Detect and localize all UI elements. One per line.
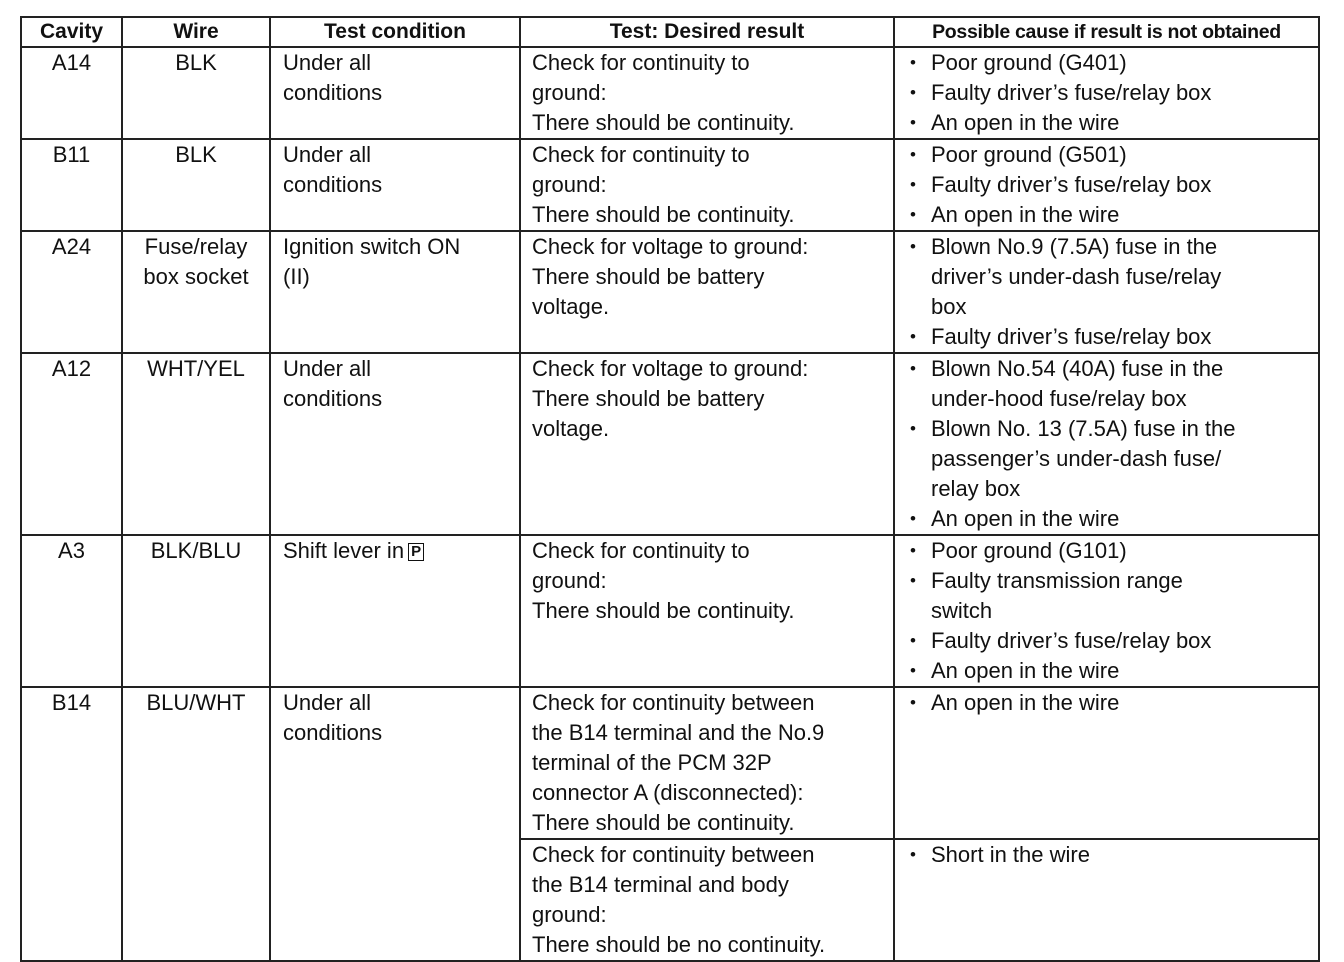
cause-list bbox=[907, 140, 1312, 230]
cavity-cell: B11 bbox=[21, 139, 122, 231]
cause-cell bbox=[894, 139, 1319, 231]
result-cell bbox=[520, 839, 894, 961]
result-line: Check for voltage to ground: bbox=[532, 356, 809, 381]
result-line: ground: bbox=[532, 568, 607, 593]
troubleshooting-table bbox=[20, 16, 1320, 962]
condition-line: Under all bbox=[283, 50, 372, 75]
cause-item bbox=[907, 354, 1312, 414]
cause-item bbox=[907, 656, 1312, 686]
header-row bbox=[21, 17, 1319, 47]
condition-cell bbox=[270, 47, 520, 139]
cause-line: • An open in the wire bbox=[931, 506, 1120, 531]
condition-cell bbox=[270, 231, 520, 353]
condition-line: Under all bbox=[283, 356, 372, 381]
wire-cell: BLK/BLU bbox=[122, 535, 270, 687]
cause-line: • Faulty driver’s fuse/relay box bbox=[931, 324, 1212, 349]
cause-item bbox=[907, 322, 1312, 352]
wire-line: Fuse/relay bbox=[144, 234, 248, 259]
wire-cell: BLK bbox=[122, 139, 270, 231]
cause-line: • Blown No.9 (7.5A) fuse in the bbox=[931, 234, 1218, 259]
header-desired-result: Test: Desired result bbox=[520, 17, 894, 47]
condition-line: conditions bbox=[283, 720, 383, 745]
result-cell bbox=[520, 47, 894, 139]
condition-text: Shift lever in bbox=[283, 538, 405, 563]
cavity-cell: B14 bbox=[21, 687, 122, 961]
header-test-condition: Test condition bbox=[270, 17, 520, 47]
cause-cell bbox=[894, 353, 1319, 535]
result-cell bbox=[520, 687, 894, 839]
cause-line: • Faulty driver’s fuse/relay box bbox=[931, 628, 1212, 653]
table-row bbox=[21, 353, 1319, 535]
cause-list bbox=[907, 688, 1312, 718]
cause-line: • Faulty transmission range bbox=[931, 568, 1183, 593]
condition-cell bbox=[270, 687, 520, 961]
header-possible-cause: Possible cause if result is not obtained bbox=[894, 17, 1319, 47]
cause-item: • Faulty driver’s fuse/relay box bbox=[907, 78, 1312, 108]
result-line: There should be continuity. bbox=[532, 598, 795, 623]
cause-line: under-hood fuse/relay box bbox=[931, 386, 1187, 411]
cause-item: • Poor ground (G401) bbox=[907, 48, 1312, 78]
cause-item bbox=[907, 536, 1312, 566]
cause-item: • An open in the wire bbox=[907, 200, 1312, 230]
cause-line: switch bbox=[931, 598, 993, 623]
condition-line: Under all bbox=[283, 142, 372, 167]
cause-item bbox=[907, 626, 1312, 656]
header-wire: Wire bbox=[122, 17, 270, 47]
condition-line: conditions bbox=[283, 172, 383, 197]
table-row bbox=[21, 231, 1319, 353]
cause-line: passenger’s under-dash fuse/ bbox=[931, 446, 1222, 471]
cause-list bbox=[907, 840, 1312, 870]
result-line: There should be battery bbox=[532, 264, 765, 289]
cause-line: • Blown No. 13 (7.5A) fuse in the bbox=[931, 416, 1236, 441]
result-cell bbox=[520, 139, 894, 231]
park-position-symbol: P bbox=[408, 543, 424, 561]
cause-list bbox=[907, 232, 1312, 352]
condition-line: Under all bbox=[283, 690, 372, 715]
wire-cell bbox=[122, 231, 270, 353]
cause-item bbox=[907, 566, 1312, 626]
cause-item: • Poor ground (G501) bbox=[907, 140, 1312, 170]
condition-line: conditions bbox=[283, 80, 383, 105]
cause-list bbox=[907, 354, 1312, 534]
condition-line: Ignition switch ON bbox=[283, 234, 461, 259]
wire-cell: BLK bbox=[122, 47, 270, 139]
result-line: There should be continuity. bbox=[532, 810, 795, 835]
result-line: the B14 terminal and body bbox=[532, 872, 789, 897]
wire-cell: WHT/YEL bbox=[122, 353, 270, 535]
result-line: There should be continuity. bbox=[532, 110, 795, 135]
result-line: Check for continuity between bbox=[532, 842, 815, 867]
condition-line: (II) bbox=[283, 264, 310, 289]
condition-cell bbox=[270, 353, 520, 535]
cavity-cell: A12 bbox=[21, 353, 122, 535]
result-line: Check for continuity to bbox=[532, 50, 750, 75]
result-line: Check for continuity between bbox=[532, 690, 815, 715]
table-row bbox=[21, 139, 1319, 231]
cause-line: • An open in the wire bbox=[931, 658, 1120, 683]
result-line: voltage. bbox=[532, 294, 610, 319]
cause-item: • Faulty driver’s fuse/relay box bbox=[907, 170, 1312, 200]
table-row bbox=[21, 535, 1319, 687]
result-line: connector A (disconnected): bbox=[532, 780, 804, 805]
cause-cell bbox=[894, 687, 1319, 839]
result-line: voltage. bbox=[532, 416, 610, 441]
table-row bbox=[21, 47, 1319, 139]
header-cavity: Cavity bbox=[21, 17, 122, 47]
condition-cell bbox=[270, 139, 520, 231]
cause-line: • Blown No.54 (40A) fuse in the bbox=[931, 356, 1224, 381]
cavity-cell: A14 bbox=[21, 47, 122, 139]
cause-line: driver’s under-dash fuse/relay bbox=[931, 264, 1222, 289]
result-line: the B14 terminal and the No.9 bbox=[532, 720, 825, 745]
cause-item bbox=[907, 504, 1312, 534]
result-line: terminal of the PCM 32P bbox=[532, 750, 772, 775]
result-cell bbox=[520, 231, 894, 353]
cavity-cell: A3 bbox=[21, 535, 122, 687]
cause-line: • Poor ground (G101) bbox=[931, 538, 1127, 563]
result-line: Check for voltage to ground: bbox=[532, 234, 809, 259]
condition-line bbox=[283, 536, 511, 566]
result-cell bbox=[520, 353, 894, 535]
cause-item: • Short in the wire bbox=[907, 840, 1312, 870]
cause-line: relay box bbox=[931, 476, 1021, 501]
table-row bbox=[21, 687, 1319, 839]
cause-list bbox=[907, 536, 1312, 686]
cause-cell bbox=[894, 839, 1319, 961]
cause-cell bbox=[894, 535, 1319, 687]
cause-item: • An open in the wire bbox=[907, 688, 1312, 718]
result-line: ground: bbox=[532, 902, 607, 927]
wire-line: box socket bbox=[143, 264, 249, 289]
cause-cell bbox=[894, 231, 1319, 353]
result-line: There should be continuity. bbox=[532, 202, 795, 227]
result-line: There should be no continuity. bbox=[532, 932, 826, 957]
result-cell bbox=[520, 535, 894, 687]
result-line: Check for continuity to bbox=[532, 538, 750, 563]
cause-list bbox=[907, 48, 1312, 138]
cause-line: box bbox=[931, 294, 967, 319]
result-line: Check for continuity to bbox=[532, 142, 750, 167]
result-line: There should be battery bbox=[532, 386, 765, 411]
wire-cell: BLU/WHT bbox=[122, 687, 270, 961]
cause-item bbox=[907, 232, 1312, 322]
cause-item bbox=[907, 414, 1312, 504]
cause-item: • An open in the wire bbox=[907, 108, 1312, 138]
result-line: ground: bbox=[532, 172, 607, 197]
condition-line: conditions bbox=[283, 386, 383, 411]
condition-cell bbox=[270, 535, 520, 687]
cause-cell bbox=[894, 47, 1319, 139]
result-line: ground: bbox=[532, 80, 607, 105]
cavity-cell: A24 bbox=[21, 231, 122, 353]
